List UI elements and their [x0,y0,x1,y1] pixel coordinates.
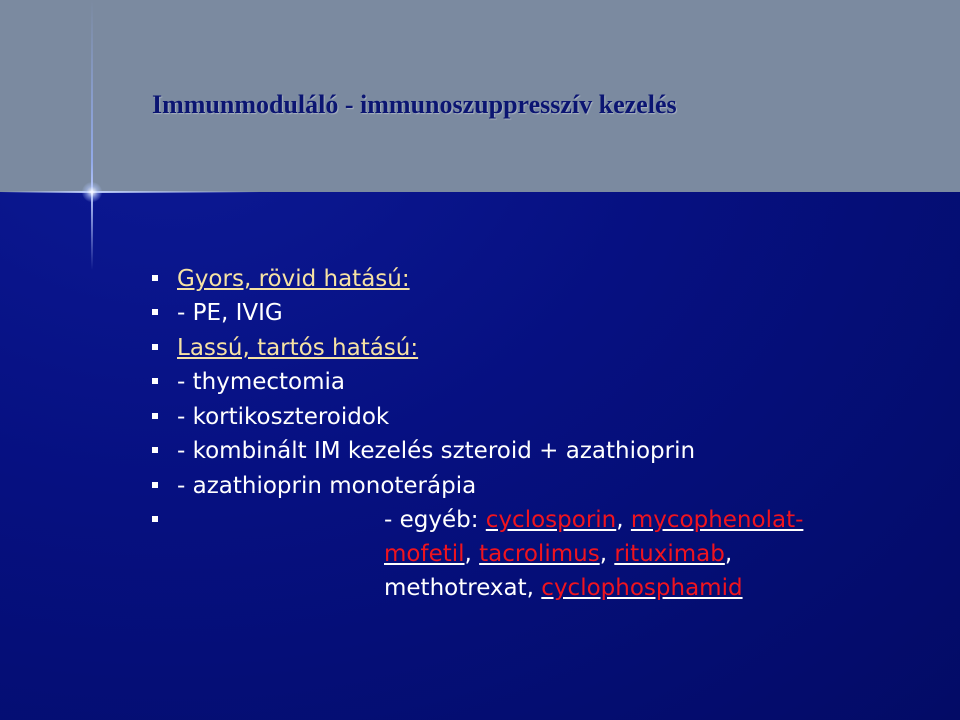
bullet-icon [152,378,158,384]
bullet-icon [152,482,158,488]
bullet-icon [152,413,158,419]
separator: , [464,541,480,567]
drug-methotrexat: methotrexat [384,575,527,601]
slide-title: Immunmoduláló - immunoszuppresszív kezelés [152,90,677,119]
section-heading-fast: Gyors, rövid hatású: [177,266,410,292]
other-drugs-line-2 [384,537,884,571]
drug-rituximab: rituximab [614,541,725,567]
separator: , [526,575,542,601]
separator: , [724,541,733,567]
drug-mycophenolat-part2: mofetil [384,541,465,567]
separator: , [599,541,615,567]
separator: , [616,507,631,533]
section-heading-slow: Lassú, tartós hatású: [177,335,419,361]
drug-mycophenolat-part1: mycophenolat- [630,507,804,533]
item-text: - kortikoszteroidok [177,404,390,430]
other-drugs-line-3 [384,571,884,605]
bullet-icon [152,447,158,453]
item-text: - kombinált IM kezelés szteroid + azathioprin [177,438,696,464]
item-text: - thymectomia [177,369,345,395]
drug-tacrolimus: tacrolimus [479,541,600,567]
other-drugs-line-1 [384,503,884,537]
bullet-icon [152,516,158,522]
bullet-icon [152,344,158,350]
item-text: - PE, IVIG [177,300,283,326]
drug-cyclophosphamid: cyclophosphamid [541,575,743,601]
other-drugs-text [384,503,884,605]
bullet-icon [152,275,158,281]
other-prefix: - egyéb: [384,507,486,533]
bullet-icon [152,309,158,315]
item-text: - azathioprin monoterápia [177,473,477,499]
drug-cyclosporin: cyclosporin [485,507,617,533]
